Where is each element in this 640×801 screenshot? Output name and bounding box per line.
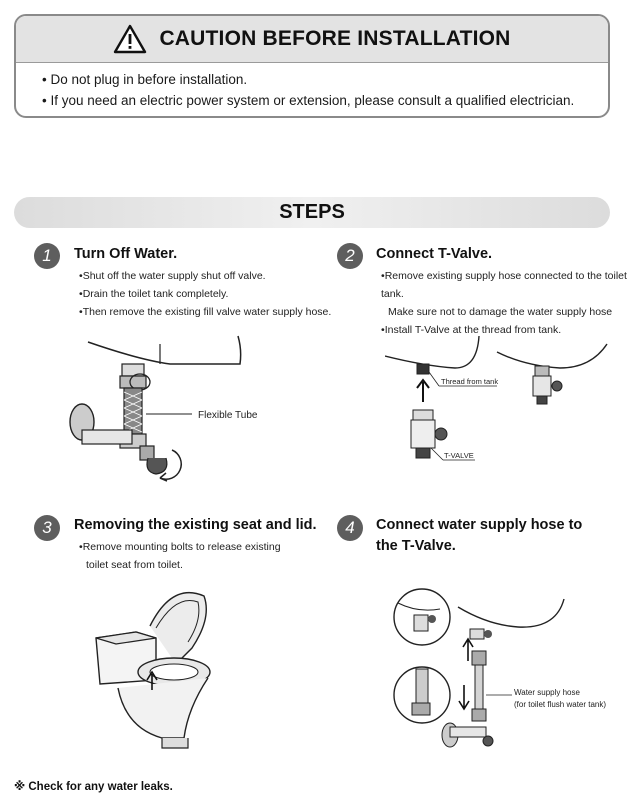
caution-box bbox=[14, 14, 610, 118]
step-3-toilet-illustration bbox=[92, 588, 222, 753]
steps-heading-bar bbox=[14, 197, 610, 228]
steps-heading: STEPS bbox=[279, 201, 345, 223]
caution-item: • If you need an electric power system or extension, please consult a qualified electrician. bbox=[42, 90, 608, 111]
step-2-bullet-cont: Make sure not to damage the water supply hose bbox=[388, 306, 613, 318]
step-2-title: Connect T-Valve. bbox=[376, 246, 493, 262]
step-1-bullet: • Then remove the existing fill valve water supply hose. bbox=[79, 303, 331, 321]
step-4-title-line2: the T-Valve. bbox=[376, 538, 456, 554]
step-2-bullets bbox=[381, 267, 640, 339]
caution-list bbox=[16, 63, 608, 111]
caution-title: CAUTION BEFORE INSTALLATION bbox=[159, 27, 511, 50]
step-2-bullet: • Install T-Valve at the thread from tank. bbox=[381, 321, 640, 339]
step-4-illustration bbox=[388, 585, 628, 755]
warning-icon bbox=[113, 24, 147, 54]
step-3-bullet: • Remove mounting bolts to release existing bbox=[79, 538, 281, 556]
flexible-tube-label: Flexible Tube bbox=[198, 410, 258, 421]
footer-note: ※ Check for any water leaks. bbox=[14, 781, 173, 793]
step-3-bullet-cont: toilet seat from toilet. bbox=[86, 559, 183, 571]
step-4-title-line1: Connect water supply hose to bbox=[376, 517, 583, 533]
thread-label: Thread from tank bbox=[441, 377, 499, 386]
step-1-bullets bbox=[79, 267, 331, 321]
step-4-title bbox=[376, 515, 582, 557]
hose-label-line2: (for toilet flush water tank) bbox=[514, 700, 607, 709]
hose-label-line1: Water supply hose bbox=[514, 688, 580, 697]
step-1-bullet: • Shut off the water supply shut off valve. bbox=[79, 267, 331, 285]
step-1-illustration bbox=[60, 330, 300, 490]
step-2-illustration bbox=[385, 330, 620, 465]
caution-item: • Do not plug in before installation. bbox=[42, 69, 608, 90]
step-4-number: 4 bbox=[337, 515, 363, 541]
step-1-bullet: • Drain the toilet tank completely. bbox=[79, 285, 331, 303]
caution-header bbox=[16, 16, 608, 63]
step-1-title: Turn Off Water. bbox=[74, 246, 178, 262]
tvalve-label: T-VALVE bbox=[444, 451, 474, 460]
step-1-number: 1 bbox=[34, 243, 60, 269]
step-3-title: Removing the existing seat and lid. bbox=[74, 517, 317, 533]
step-2-number: 2 bbox=[337, 243, 363, 269]
step-2-bullet: • Remove existing supply hose connected to the toilet tank. bbox=[381, 267, 640, 303]
step-3-bullets bbox=[79, 538, 281, 574]
step-3-number: 3 bbox=[34, 515, 60, 541]
